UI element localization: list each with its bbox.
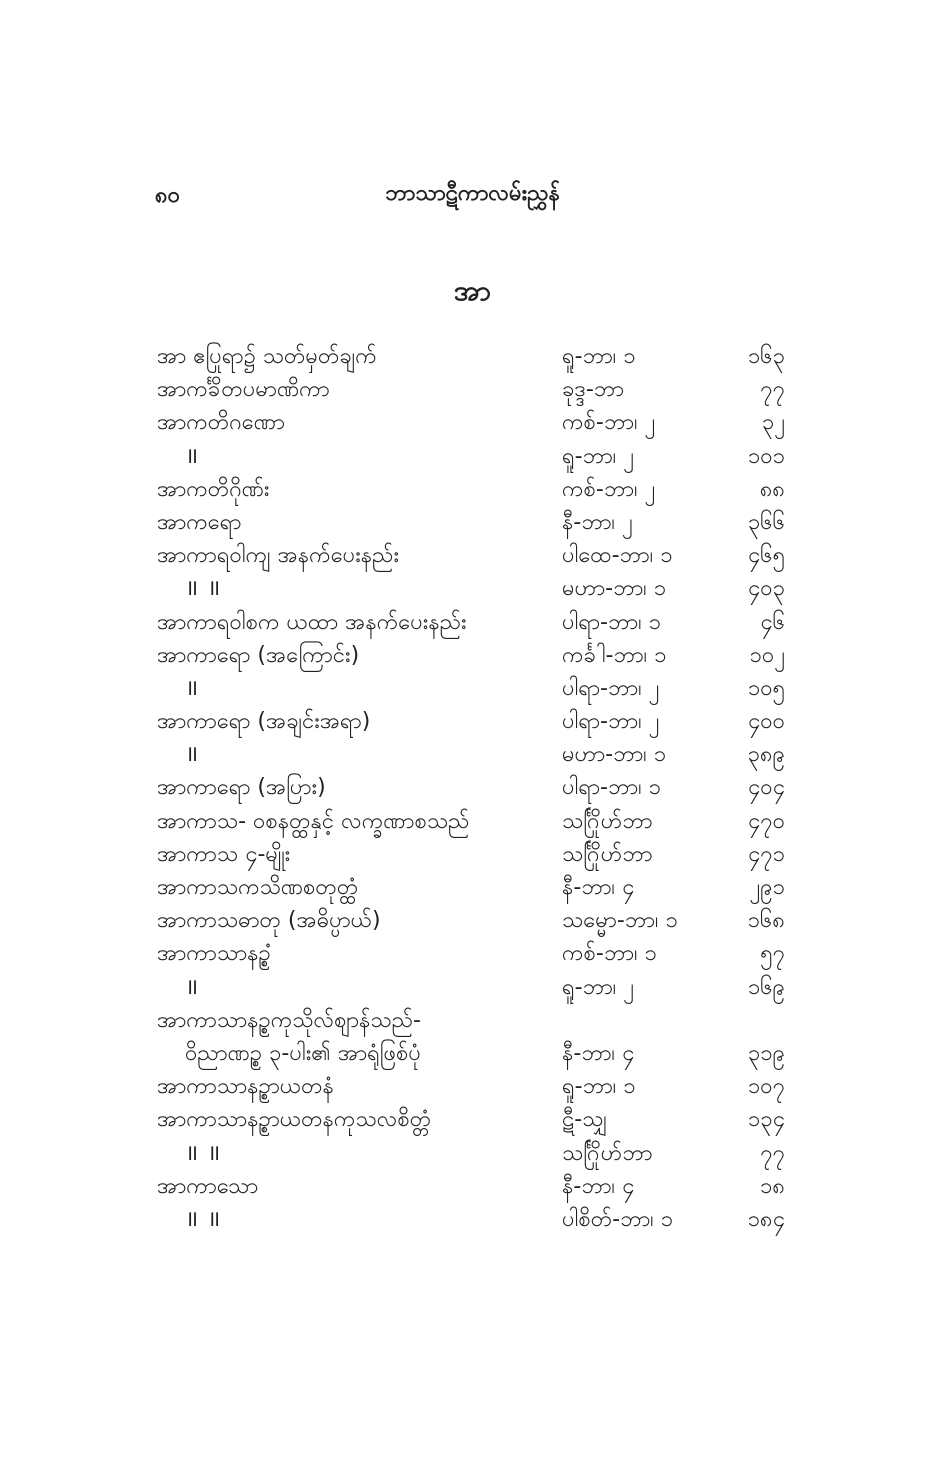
ditto-mark: ॥ ॥ xyxy=(185,576,222,602)
entry-page: ၃၈၉ xyxy=(747,742,785,768)
index-entry xyxy=(0,805,945,838)
entry-term: အာကာသဓာတု (အဓိပ္ပာယ်) xyxy=(157,908,381,934)
entry-page: ၄၇၁ xyxy=(747,841,785,867)
entry-term: အာကင်္ခိတပမာဏိကာ xyxy=(157,377,330,403)
entry-source: သင်္ဂြိုဟ်ဘာ xyxy=(562,841,653,867)
index-entries xyxy=(0,340,945,1236)
entry-term: အာကာရော (အပြား) xyxy=(157,775,326,801)
entry-term: အာကာသ ၄-မျိုး xyxy=(157,841,291,867)
index-entry xyxy=(0,1070,945,1103)
entry-source: နီ-ဘာ၊ ၄ xyxy=(562,1040,635,1066)
entry-source: ရူ-ဘာ၊ ၁ xyxy=(562,344,636,369)
entry-page: ၁၀၁ xyxy=(747,443,785,469)
index-entry xyxy=(0,506,945,539)
entry-page: ၁၆၃ xyxy=(747,344,785,369)
entry-page: ၃၂ xyxy=(761,410,785,436)
entry-page: ၁၈၄ xyxy=(747,1206,785,1232)
entry-page: ၇၇ xyxy=(760,377,785,403)
index-entry xyxy=(0,771,945,804)
entry-page: ၅၇ xyxy=(760,941,785,967)
index-entry xyxy=(0,672,945,705)
index-entry xyxy=(0,340,945,373)
entry-source: နီ-ဘာ၊ ၄ xyxy=(562,875,635,900)
entry-term: အာကာသကသိဏစတုတ္ထံ xyxy=(157,875,359,900)
entry-source: ပါစိတ်-ဘာ၊ ၁ xyxy=(562,1206,674,1232)
entry-page: ၈၈ xyxy=(759,476,785,502)
index-entry xyxy=(0,904,945,937)
index-entry xyxy=(0,838,945,871)
index-entry xyxy=(0,406,945,439)
entry-term: အာကာသ- ဝစနတ္ထနှင့် လက္ခဏာစသည် xyxy=(157,808,470,834)
entry-source: ရူ-ဘာ၊ ၁ xyxy=(562,1074,636,1100)
entry-page: ၃၁၉ xyxy=(747,1040,785,1066)
index-entry xyxy=(0,937,945,970)
ditto-mark: ॥ ॥ xyxy=(185,1206,222,1232)
index-entry xyxy=(0,440,945,473)
entry-term: အာကာရဝါကျ အနက်ပေးနည်း xyxy=(157,543,400,569)
entry-page: ၁၆၉ xyxy=(747,974,785,1000)
entry-source: နီ-ဘာ၊ ၄ xyxy=(562,1173,635,1199)
entry-source: ရူ-ဘာ၊ ၂ xyxy=(562,443,635,469)
index-entry xyxy=(0,705,945,738)
entry-source: ခုဒ္ဒ-ဘာ xyxy=(562,377,625,403)
entry-page: ၂၉၁ xyxy=(749,875,785,900)
entry-term: အာကာသော xyxy=(157,1173,259,1199)
entry-page: ၁၃၄ xyxy=(747,1107,785,1133)
entry-term: အာကာသာနဉ္စံ xyxy=(157,941,271,967)
entry-source: ရူ-ဘာ၊ ၂ xyxy=(562,974,635,1000)
entry-term: အာကာရော (အကြောင်း) xyxy=(157,642,360,668)
ditto-mark: ॥ xyxy=(185,443,200,469)
entry-page: ၄၆ xyxy=(760,609,785,635)
entry-source: ပါရာ-ဘာ၊ ၁ xyxy=(562,609,662,635)
entry-source: သင်္ဂြိုဟ်ဘာ xyxy=(562,1140,653,1166)
entry-source: ပါရာ-ဘာ၊ ၂ xyxy=(562,675,660,701)
entry-term: အာကတိဂဏော xyxy=(157,410,285,436)
index-entry xyxy=(0,1203,945,1236)
entry-source: ကစ်-ဘာ၊ ၁ xyxy=(562,941,657,967)
entry-page: ၄၀၄ xyxy=(747,775,785,801)
ditto-mark: ॥ ॥ xyxy=(185,1140,222,1166)
entry-page: ၄၆၅ xyxy=(747,543,785,569)
entry-source: သင်္ဂြိုဟ်ဘာ xyxy=(562,808,653,834)
index-entry xyxy=(0,572,945,605)
entry-term: ဝိညာဏဥ္စ ၃-ပါး၏ အာရုံဖြစ်ပုံ xyxy=(185,1040,421,1066)
entry-source: ဋီ-သျှ xyxy=(562,1107,608,1133)
entry-term: အာကာရော (အချင်းအရာ) xyxy=(157,709,371,735)
entry-source: မဟာ-ဘာ၊ ၁ xyxy=(562,742,667,768)
entry-term: အာကာသာနဉ္စကုသိုလ်စျာန်သည်- xyxy=(157,1007,421,1033)
entry-page: ၁၆၈ xyxy=(747,908,785,934)
entry-page: ၄၀၀ xyxy=(747,709,785,735)
index-entry xyxy=(0,606,945,639)
index-entry xyxy=(0,971,945,1004)
entry-source: သမ္မော-ဘာ၊ ၁ xyxy=(562,908,678,934)
ditto-mark: ॥ xyxy=(185,974,200,1000)
index-entry xyxy=(0,1103,945,1136)
entry-source: နီ-ဘာ၊ ၂ xyxy=(562,509,633,535)
entry-source: ကင်္ခါ-ဘာ၊ ၁ xyxy=(562,642,667,668)
entry-term: အာ ဧပြုရာ၌ သတ်မှတ်ချက် xyxy=(157,344,377,369)
section-heading: အာ xyxy=(453,274,492,307)
entry-term: အာကာသာနဉ္စာယတနကုသလစိတ္တံ xyxy=(157,1107,432,1133)
index-entry xyxy=(0,473,945,506)
entry-page: ၁၀၇ xyxy=(747,1074,785,1100)
entry-page: ၄၇၀ xyxy=(747,808,785,834)
entry-page: ၁၈ xyxy=(760,1173,785,1199)
index-entry xyxy=(0,1004,945,1037)
index-entry xyxy=(0,871,945,904)
entry-page: ၇၇ xyxy=(760,1140,785,1166)
index-entry xyxy=(0,373,945,406)
index-entry xyxy=(0,639,945,672)
entry-source: ပါရာ-ဘာ၊ ၁ xyxy=(562,775,662,801)
entry-term: အာကတိဂိုဏ်း xyxy=(157,476,270,502)
ditto-mark: ॥ xyxy=(185,742,200,768)
index-entry xyxy=(0,1037,945,1070)
entry-page: ၁၀၅ xyxy=(747,675,785,701)
entry-term: အာကာရဝါစက ယထာ အနက်ပေးနည်း xyxy=(157,609,467,635)
index-entry xyxy=(0,738,945,771)
entry-page: ၄၀၃ xyxy=(747,576,785,602)
entry-page: ၃၆၆ xyxy=(747,509,785,535)
ditto-mark: ॥ xyxy=(185,675,200,701)
index-entry xyxy=(0,1137,945,1170)
running-title: ဘာသာဋီကာလမ်းညွှန် xyxy=(385,181,560,206)
entry-source: ကစ်-ဘာ၊ ၂ xyxy=(562,410,656,436)
entry-term: အာကာသာနဉ္စာယတနံ xyxy=(157,1074,334,1100)
entry-source: ကစ်-ဘာ၊ ၂ xyxy=(562,476,656,502)
entry-page: ၁၀၂ xyxy=(749,642,785,668)
index-entry xyxy=(0,539,945,572)
page-number: ၈၀ xyxy=(155,183,180,208)
index-entry xyxy=(0,1170,945,1203)
entry-source: မဟာ-ဘာ၊ ၁ xyxy=(562,576,667,602)
entry-source: ပါရာ-ဘာ၊ ၂ xyxy=(562,709,660,735)
entry-source: ပါထေ-ဘာ၊ ၁ xyxy=(562,543,673,569)
entry-term: အာကရော xyxy=(157,509,242,535)
